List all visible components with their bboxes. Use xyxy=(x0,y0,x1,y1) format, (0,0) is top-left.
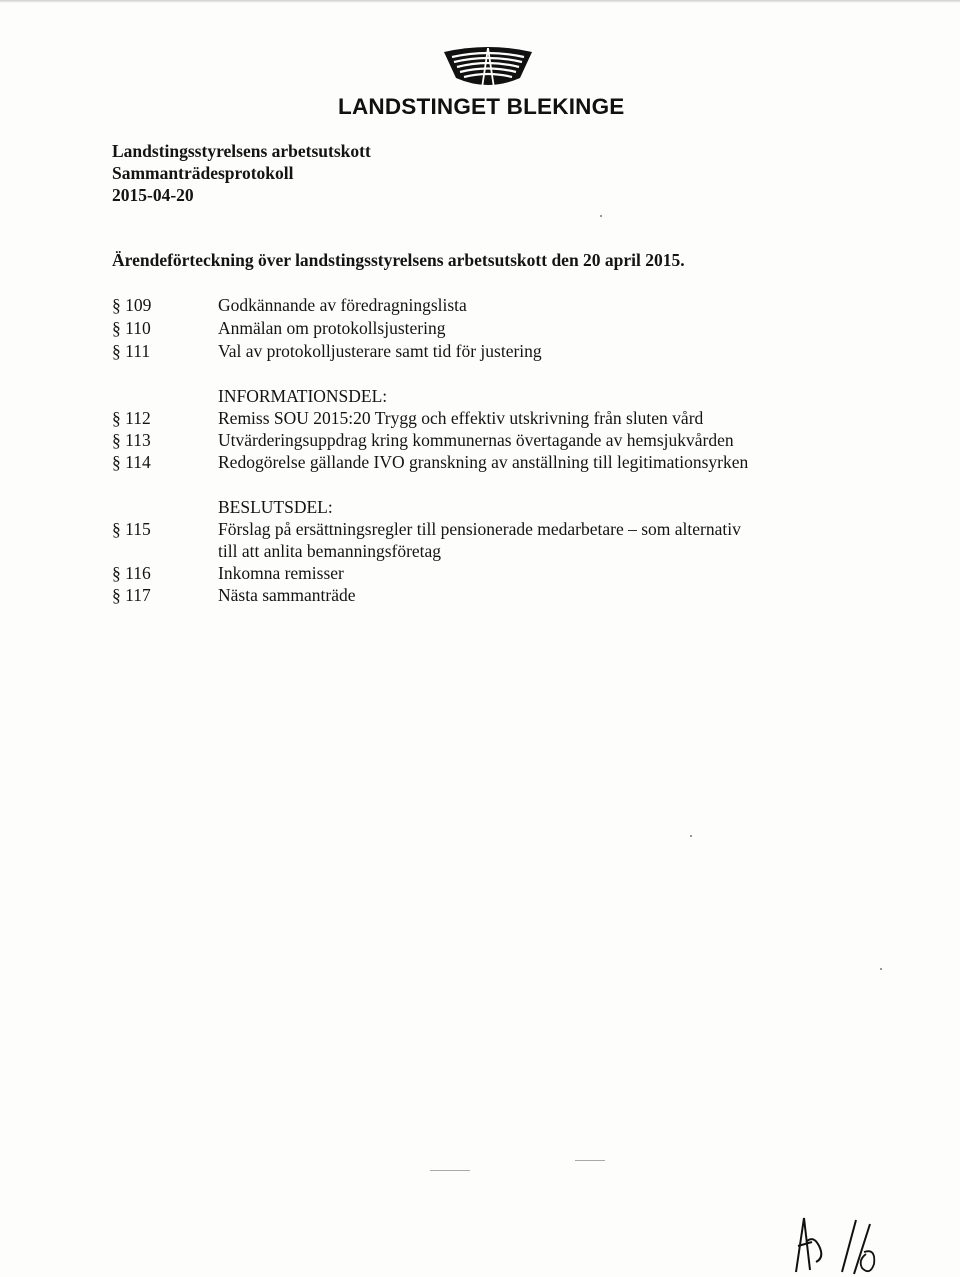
information-section-heading: INFORMATIONSDEL: xyxy=(218,386,388,406)
agenda-item-text: Remiss SOU 2015:20 Trygg och effektiv utskrivning från sluten vård xyxy=(218,408,704,428)
paragraph-number: § 114 xyxy=(112,452,151,472)
scan-speck xyxy=(600,215,602,217)
agenda-item-text: Redogörelse gällande IVO granskning av anställning till legitimationsyrken xyxy=(218,452,749,472)
agenda-item-text: Förslag på ersättningsregler till pensionerade medarbetare – som alternativ xyxy=(218,519,741,539)
meeting-date: 2015-04-20 xyxy=(112,185,194,205)
agenda-item-text: Inkomna remisser xyxy=(218,563,344,583)
scan-speck xyxy=(430,1170,470,1171)
agenda-item-text: Nästa sammanträde xyxy=(218,585,356,605)
paragraph-number: § 115 xyxy=(112,519,151,539)
agenda-item-text: Anmälan om protokollsjustering xyxy=(218,318,446,338)
scan-speck xyxy=(575,1160,605,1161)
paragraph-number: § 110 xyxy=(112,318,151,338)
document-title: Ärendeförteckning över landstingsstyrelsens arbetsutskott den 20 april 2015. xyxy=(112,250,685,270)
paragraph-number: § 116 xyxy=(112,563,151,583)
paragraph-number: § 112 xyxy=(112,408,151,428)
organization-name: LANDSTINGET BLEKINGE xyxy=(338,94,625,119)
document-type: Sammanträdesprotokoll xyxy=(112,163,294,183)
agenda-item-text-continued: till att anlita bemanningsföretag xyxy=(218,541,442,561)
paragraph-number: § 111 xyxy=(112,341,151,361)
boat-logo-icon xyxy=(438,44,538,92)
handwritten-initials xyxy=(790,1212,900,1277)
document-header xyxy=(112,140,371,206)
paragraph-number: § 109 xyxy=(112,295,152,315)
decision-section-heading: BESLUTSDEL: xyxy=(218,497,333,517)
scan-speck xyxy=(690,835,692,837)
paragraph-number: § 117 xyxy=(112,585,151,605)
agenda-item-text: Utvärderingsuppdrag kring kommunernas övertagande av hemsjukvården xyxy=(218,430,734,450)
scan-edge xyxy=(0,0,960,3)
agenda-item-text: Val av protokolljusterare samt tid för justering xyxy=(218,341,542,361)
committee-name: Landstingsstyrelsens arbetsutskott xyxy=(112,141,371,161)
scan-speck xyxy=(880,968,882,970)
agenda-item-text: Godkännande av föredragningslista xyxy=(218,295,467,315)
paragraph-number: § 113 xyxy=(112,430,151,450)
